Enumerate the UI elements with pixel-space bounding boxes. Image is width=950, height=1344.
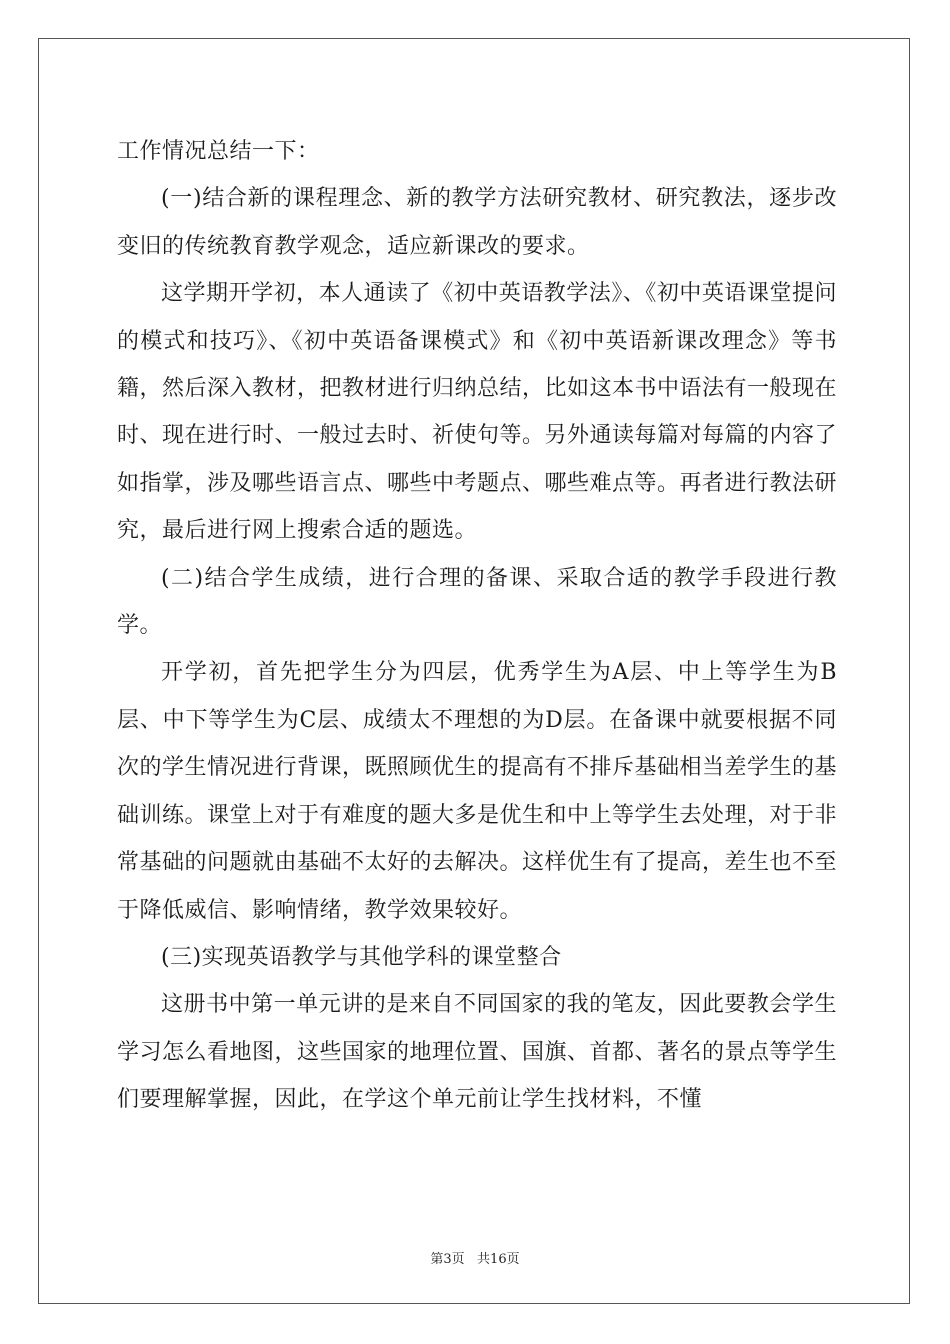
- paragraph-intro: 工作情况总结一下：: [117, 139, 320, 164]
- paragraph-section-2-heading: (二)结合学生成绩，进行合理的备课、采取合适的教学手段进行教学。: [117, 565, 837, 639]
- paragraph-section-2-body: 开学初，首先把学生分为四层，优秀学生为A层、中上等学生为B层、中下等学生为C层、成绩太不理想的为D层。在备课中就要根据不同次的学生情况进行背课，既照顾优生的提高有不排斥基础相当差学生的基础训练。课堂上对于有难度的题大多是优生和中上等学生去处理，对于非常基础的问题就由基础不太好的去解决。这样优生有了提高，差生也不至于降低威信、影响情绪，教学效果较好。: [117, 660, 838, 923]
- paragraph-section-1-body: 这学期开学初，本人通读了《初中英语教学法》、《初中英语课堂提问的模式和技巧》、《初中英语备课模式》和《初中英语新课改理念》等书籍，然后深入教材，把教材进行归纳总结，比如这本书中语法有一般现在时、现在进行时、一般过去时、祈使句等。另外通读每篇对每篇的内容了如指掌，涉及哪些语言点、哪些中考题点、哪些难点等。再者进行教法研究，最后进行网上搜索合适的题选。: [117, 281, 838, 544]
- paragraph-section-1-heading: (一)结合新的课程理念、新的教学方法研究教材、研究教法，逐步改变旧的传统教育教学观念，适应新课改的要求。: [117, 186, 837, 259]
- paragraph-section-3-heading: (三)实现英语教学与其他学科的课堂整合: [161, 944, 562, 970]
- paragraph-section-3-body: 这册书中第一单元讲的是来自不同国家的我的笔友，因此要教会学生学习怎么看地图，这些国家的地理位置、国旗、首都、著名的景点等学生们要理解掌握，因此，在学这个单元前让学生找材料，不懂: [117, 992, 838, 1113]
- document-body: [117, 128, 837, 1124]
- page-number-footer: 第3页 共16页: [430, 1252, 520, 1267]
